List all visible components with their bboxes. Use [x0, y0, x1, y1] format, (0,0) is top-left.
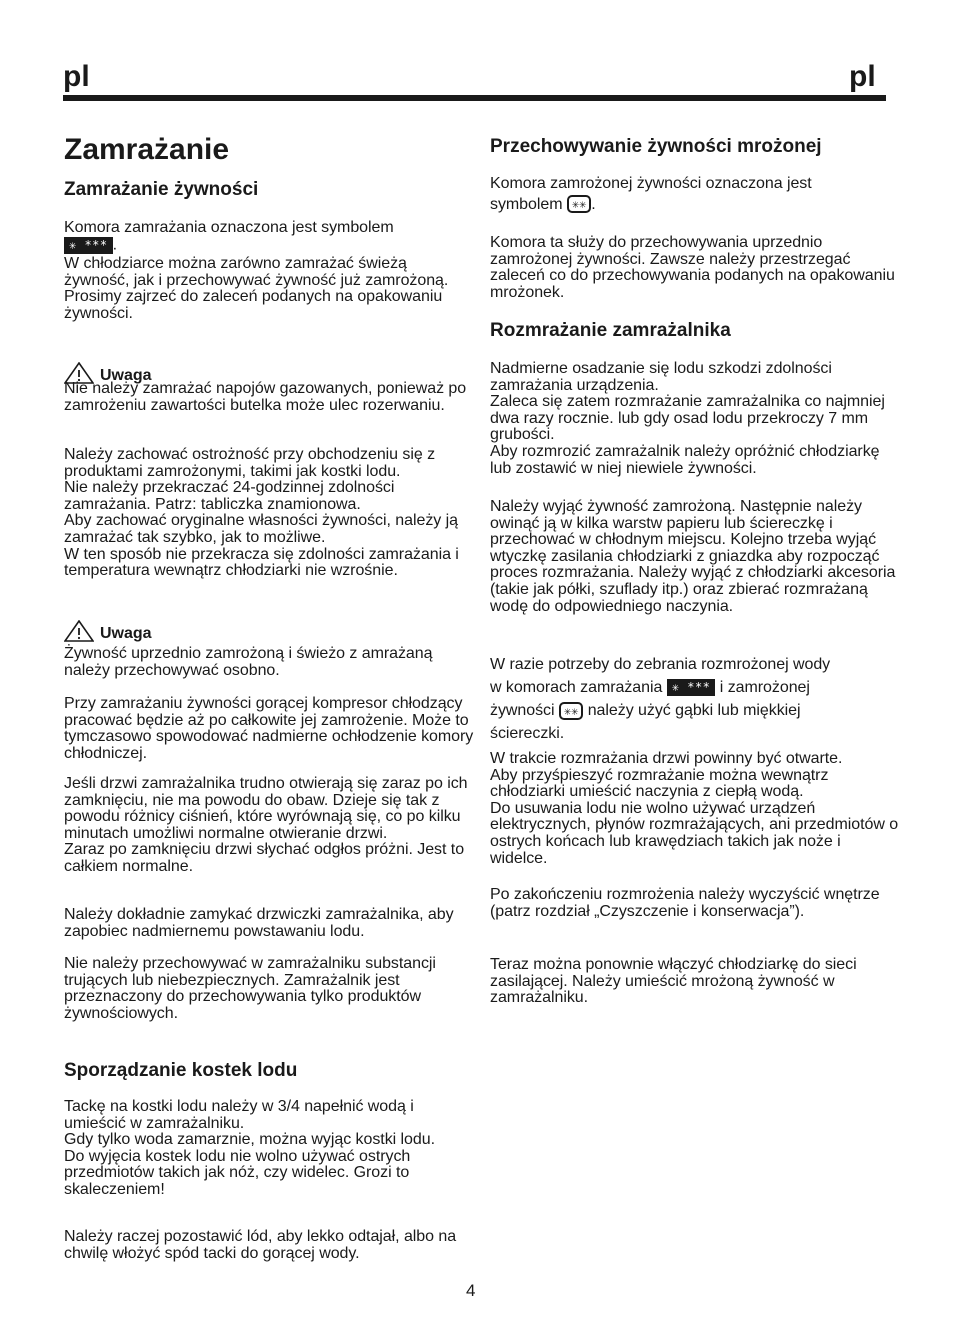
paragraph-no-toxic: Nie należy przechowywać w zamrażalniku substancji trujących lub niebezpiecznych. Zamrażalnik jest przeznaczony do przechowywania tylko produktów żywnościowych. [64, 955, 436, 1022]
warning-text-2: Żywność uprzednio zamrożoną i świeżo z amrażaną należy przechowywać osobno. [64, 645, 433, 679]
paragraph-text: ściereczki. [490, 725, 565, 742]
warning-text-1: Nie należy zamrażać napojów gazowanych, ponieważ po zamrożeniu zawartości butelka może ulec rozerwaniu. [64, 380, 467, 414]
warning-triangle-icon [64, 620, 94, 642]
paragraph-text: i zamrożonej [719, 679, 810, 696]
paragraph-remove-food: Należy wyjąć żywność zamrożoną. Następnie należy owinąć ją w kilka warstw papieru lub ściereczkę i przechować w chłodnym miejscu. Kolejno trzeba wyjąć wtyczkę zasilania chłodziarki z gniazdka aby rozpocząć proces rozmrażania. Należy wyjąć z chłodziarki akcesoria (takie jak półki, szuflady itp.) oraz zbierać rozmrażaną wodę do odpowiedniego naczynia. [490, 498, 896, 615]
two-star-freezer-symbol-icon: ✳✳ [559, 702, 583, 720]
warning-heading-2 [64, 620, 152, 642]
header-language-right: pl [849, 60, 876, 93]
warning-title: Uwaga [100, 367, 152, 384]
paragraph-text: należy użyć gąbki lub miękkiej [587, 702, 801, 719]
paragraph-freezer-symbol [64, 220, 394, 254]
section-heading-ice-cubes: Sporządzanie kostek lodu [64, 1060, 298, 1081]
paragraph-text: żywności [490, 702, 555, 719]
header-rule [63, 95, 886, 101]
four-star-freezer-symbol-icon: ✳ *** [64, 237, 113, 254]
section-heading-frozen-storage: Przechowywanie żywności mrożonej [490, 136, 822, 157]
paragraph-ice-tray: Tackę na kostki lodu należy w 3/4 napełnić wodą i umieścić w zamrażalniku. Gdy tylko woda zamarznie, można wyjąc kostki lodu. Do wyjęcia kostek lodu nie wolno używać ostrych przedmiotów takich jak nóż, czy widelec. Grozi to skaleczeniem! [64, 1098, 435, 1198]
two-star-freezer-symbol-icon: ✳✳ [567, 195, 591, 213]
section-heading-defrosting: Rozmrażanie zamrażalnika [490, 320, 731, 341]
paragraph-freezing-info: W chłodziarce można zarówno zamrażać świeżą żywność, jak i przechowywać żywność już zamrożoną. Prosimy zajrzeć do zaleceń podanych na opakowaniu żywności. [64, 255, 449, 322]
paragraph-ice-buildup: Nadmierne osadzanie się lodu szkodzi zdolności zamrażania urządzenia. Zaleca się zatem rozmrażanie zamrażalnika co najmniej dwa razy rocznie. lub gdy osad lodu przekroczy 7 mm grubości. Aby rozmrozić zamrażalnik należy opróżnić chłodziarkę lub zostawić w niej niewiele żywności. [490, 360, 885, 477]
page-title: Zamrażanie [64, 133, 230, 166]
paragraph-cleaning: Po zakończeniu rozmrożenia należy wyczyścić wnętrze (patrz rozdział „Czyszczenie i konserwacja”). [490, 886, 880, 920]
warning-title: Uwaga [100, 625, 152, 642]
paragraph-text: W razie potrzeby do zebrania rozmrożonej wody [490, 656, 831, 673]
paragraph-door-open: W trakcie rozmrażania drzwi powinny być otwarte. Aby przyśpieszyć rozmrażanie można wewnątrz chłodziarki umieścić naczynia z ciepłą wodą. Do usuwania lodu nie wolno używać urządzeń elektrycznych, płynów rozmrażających, ani przedmiotów o ostrych końcach lub krawędziach takich jak noże i widelce. [490, 750, 899, 867]
paragraph-door-pressure: Jeśli drzwi zamrażalnika trudno otwierają się zaraz po ich zamknięciu, nie ma powodu do obaw. Dzieje się tak z powodu różnicy ciśnień, które wyrównają się, co po kilku minutach umożliwi normalne otwieranie drzwi. Zaraz po zamknięciu drzwi słychać odgłos próżni. Jest to całkiem normalne. [64, 775, 468, 875]
header-language-left: pl [63, 60, 90, 93]
paragraph-text: Komora zamrożonej żywności oznaczona jest [490, 175, 812, 192]
section-heading-freezing-food: Zamrażanie żywności [64, 179, 259, 200]
paragraph-storage-info: Komora ta służy do przechowywania uprzednio zamrożonej żywności. Zawsze należy przestrzegać zaleceń co do przechowywania podanych na opakowaniu mrożonek. [490, 234, 895, 301]
paragraph-collect-water [490, 653, 830, 745]
paragraph-text: . [591, 195, 596, 213]
paragraph-text: Komora zamrażania oznaczona jest symbolem [64, 219, 394, 236]
page-number: 4 [466, 1281, 476, 1300]
paragraph-text: w komorach zamrażania [490, 679, 663, 696]
paragraph-hot-food: Przy zamrażaniu żywności gorącej kompresor chłodzący pracować będzie aż po całkowite jej zamrożenie. Może to tymczasowo spowodować nadmierne ochłodzenie komory chłodniczej. [64, 695, 474, 762]
paragraph-reconnect: Teraz można ponownie włączyć chłodziarkę do sieci zasilającej. Należy umieścić mrożoną żywność w zamrażalniku. [490, 956, 857, 1007]
paragraph-frozen-compartment [490, 176, 812, 213]
paragraph-text: . [112, 236, 118, 254]
paragraph-frozen-products: Należy zachować ostrożność przy obchodzeniu się z produktami zamrożonymi, takimi jak kostki lodu. Nie należy przekraczać 24-godzinnej zdolności zamrażania. Patrz: tabliczka znamionowa. Aby zachować oryginalne własności żywności, należy ją zamrażać tak szybko, jak to możliwe. W ten sposób nie przekracza się zdolności zamrażania i temperatura wewnątrz chłodziarki nie wzrośnie. [64, 446, 459, 580]
four-star-freezer-symbol-icon: ✳ *** [667, 679, 716, 696]
paragraph-ice-release: Należy raczej pozostawić lód, aby lekko odtajał, albo na chwilę włożyć spód tacki do gorącej wody. [64, 1228, 457, 1262]
paragraph-text: symbolem [490, 195, 563, 213]
paragraph-close-door: Należy dokładnie zamykać drzwiczki zamrażalnika, aby zapobiec nadmiernemu powstawaniu lodu. [64, 906, 454, 940]
